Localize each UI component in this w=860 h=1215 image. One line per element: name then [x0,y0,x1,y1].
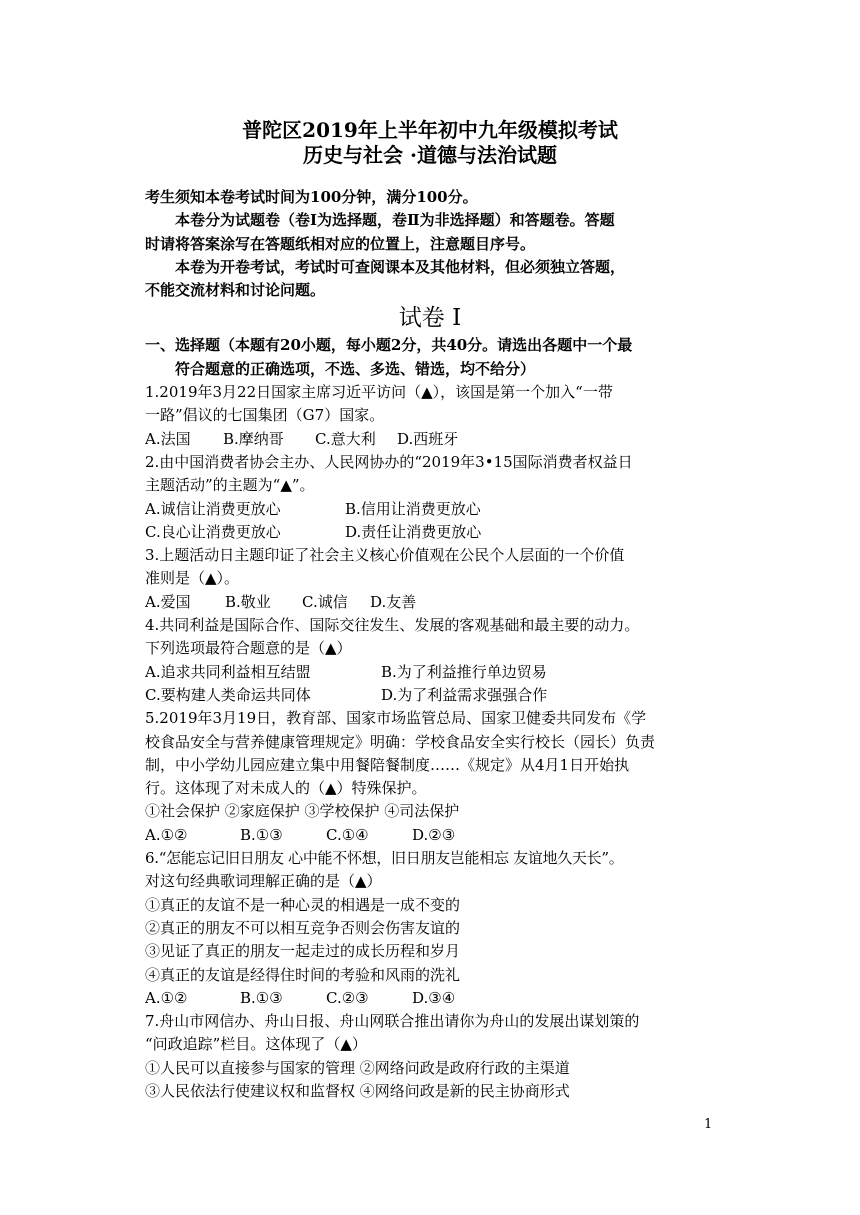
question-2-options [145,521,715,544]
option: B.①③ [240,825,283,844]
option: C.②③ [326,988,369,1007]
section-title: 试卷 Ⅰ [398,305,462,332]
option: D.西班牙 [397,429,459,448]
question-5-line: 行。这体现了对未成人的（▲）特殊保护。 [145,779,427,798]
option: C.意大利 [315,429,376,448]
option: C.诚信 [302,592,348,611]
exam-body [145,186,715,1103]
question-4-line: 下列选项最符合题意的是（▲） [145,639,352,658]
option: D.责任让消费更放心 [345,522,482,541]
option: D.③④ [412,988,456,1007]
option: D.为了利益需求强强合作 [381,685,548,704]
question-6-line: 对这句经典歌词理解正确的是（▲） [145,872,382,891]
section-instruction: 符合题意的正确选项，不选、多选、错选，均不给分） [175,359,536,378]
question-2-line: 2.由中国消费者协会主办、人民网协办的“2019年3•15国际消费者权益日 [145,452,633,471]
question-7-line: ③人民依法行使建议权和监督权 ④网络问政是新的民主协商形式 [145,1081,570,1100]
question-3-line: 3.上题活动日主题印证了社会主义核心价值观在公民个人层面的一个价值 [145,546,625,565]
option: A.①② [145,988,188,1007]
question-5-line: 5.2019年3月19日，教育部、国家市场监管总局、国家卫健委共同发布《学 [145,709,647,728]
question-4-options [145,661,715,684]
question-2-line: 主题活动”的主题为“▲”。 [145,476,315,495]
question-6-line: ①真正的友谊不是一种心灵的相遇是一成不变的 [145,895,461,914]
option: D.友善 [370,592,417,611]
option: C.要构建人类命运共同体 [145,685,311,704]
question-3-options [145,591,715,614]
option: D.②③ [412,825,456,844]
notice-line: 时请将答案涂写在答题纸相对应的位置上，注意题目序号。 [145,234,536,253]
question-7-line: 7.舟山市网信办、舟山日报、舟山网联合推出请你为舟山的发展出谋划策的 [145,1012,640,1031]
option: C.良心让消费更放心 [145,522,281,541]
option: B.①③ [240,988,283,1007]
question-6-line: ④真正的友谊是经得住时间的考验和风雨的洗礼 [145,965,461,984]
option: C.①④ [326,825,369,844]
option: B.信用让消费更放心 [345,499,481,518]
section-instruction: 一、选择题（本题有20小题，每小题2分，共40分。请选出各题中一个最 [145,336,633,355]
question-4-options [145,684,715,707]
option: A.追求共同利益相互结盟 [145,662,311,681]
option: A.法国 [145,429,191,448]
option: A.①② [145,825,188,844]
question-6-line: ③见证了真正的朋友一起走过的成长历程和岁月 [145,942,461,961]
notice-line: 本卷分为试题卷（卷Ⅰ为选择题，卷Ⅱ为非选择题）和答题卷。答题 [175,211,615,230]
question-1-line: 1.2019年3月22日国家主席习近平访问（▲），该国是第一个加入“一带 [145,383,613,402]
notice-line: 不能交流材料和讨论问题。 [145,281,326,300]
option: B.为了利益推行单边贸易 [381,662,547,681]
option: B.摩纳哥 [223,429,284,448]
question-4-line: 4.共同利益是国际合作、国际交往发生、发展的客观基础和最主要的动力。 [145,616,640,635]
question-5-line: 校食品安全与营养健康管理规定》明确：学校食品安全实行校长（园长）负责 [145,732,656,751]
question-5-line: ①社会保护 ②家庭保护 ③学校保护 ④司法保护 [145,802,460,821]
option: A.诚信让消费更放心 [145,499,281,518]
page-number: 1 [704,1117,713,1132]
notice-line: 本卷为开卷考试，考试时可查阅课本及其他材料，但必须独立答题， [175,257,626,276]
option: A.爱国 [145,592,191,611]
question-7-line: ①人民可以直接参与国家的管理 ②网络问政是政府行政的主渠道 [145,1058,570,1077]
question-6-line: 6.“怎能忘记旧日朋友 心中能不怀想，旧日朋友岂能相忘 友谊地久天长”。 [145,849,624,868]
question-5-line: 制，中小学幼儿园应建立集中用餐陪餐制度……《规定》从4月1日开始执 [145,755,630,774]
question-7-line: “问政追踪”栏目。这体现了（▲） [145,1035,367,1054]
option: B.敬业 [225,592,271,611]
notice-line: 考生须知本卷考试时间为100分钟，满分100分。 [145,188,478,206]
question-5-options [145,824,715,847]
question-6-line: ②真正的朋友不可以相互竞争否则会伤害友谊的 [145,918,461,937]
question-2-options [145,498,715,521]
question-6-options [145,987,715,1010]
exam-title: 普陀区2019年上半年初中九年级模拟考试 [242,118,618,142]
question-1-line: 一路”倡议的七国集团（G7）国家。 [145,406,385,425]
question-3-line: 准则是（▲）。 [145,569,240,588]
exam-subtitle: 历史与社会 ·道德与法治试题 [303,143,557,167]
question-1-options [145,428,715,451]
